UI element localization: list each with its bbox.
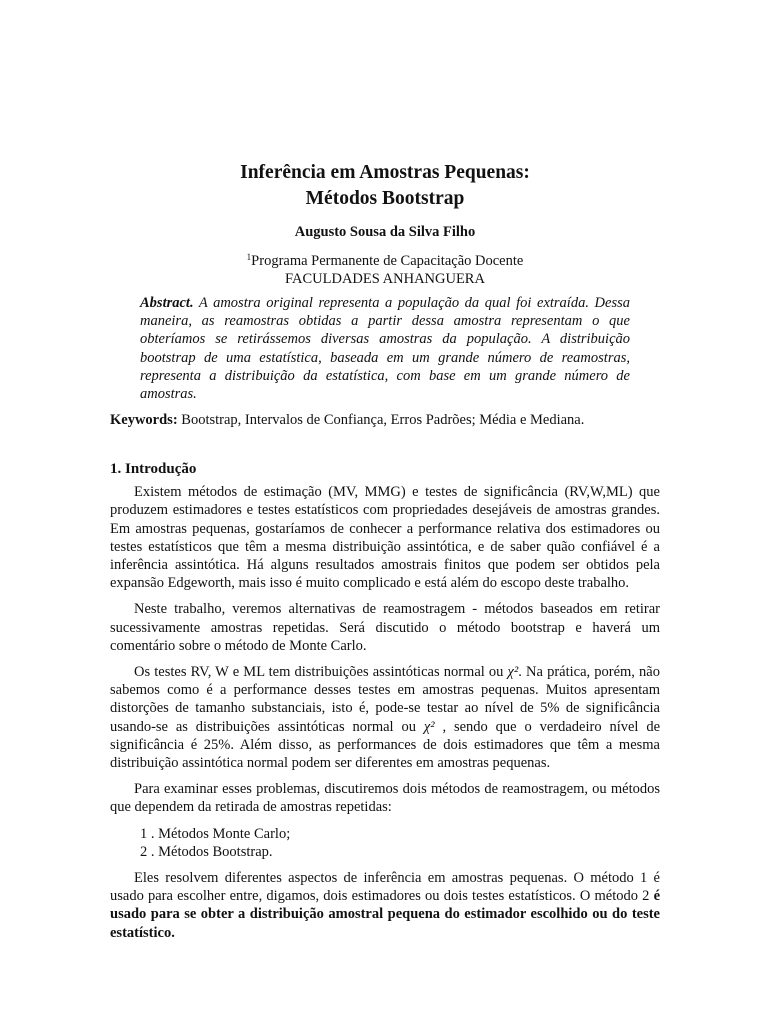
twenty-five-percent: 25%	[203, 736, 231, 753]
paragraph-3-part-b: . Na prática, porém, não sabemos como é a performance desses testes em amostras pequenas. Muitos apresentam distorções de tamanho substanciais, isto é, pode-se testar ao nível de	[110, 664, 660, 717]
chi-squared-symbol-2: χ²	[423, 718, 435, 735]
paragraph-3-part-c: de significância usando-se as distribuições assintóticas normal ou	[110, 700, 660, 735]
keywords	[110, 411, 660, 429]
paragraph-5-bold: é usado para se obter a distribuição amostral pequena do estimador escolhido ou do teste estatístico.	[110, 888, 660, 941]
author-name: Augusto Sousa da Silva Filho	[294, 224, 476, 240]
five-percent: 5%	[540, 700, 560, 717]
affiliation-marker: 1	[246, 252, 252, 262]
paragraph-2: Neste trabalho, veremos alternativas de reamostragem - métodos baseados em retirar sucessivamente amostras repetidas. Será discutido o método bootstrap e haverá um comentário sobre o método de Monte Carlo.	[110, 601, 660, 654]
paragraph-5	[110, 869, 660, 942]
title-line-2: Métodos Bootstrap	[305, 188, 465, 209]
title-line-1: Inferência em Amostras Pequenas:	[240, 162, 530, 183]
paragraph-3-part-d: , sendo que o verdadeiro nível de significância é	[110, 718, 661, 753]
paragraph-3-part-e: . Além disso, as performances de dois estimadores que têm a mesma distribuição assintótica normal podem ser diferentes em amostras pequenas.	[110, 736, 660, 772]
paper-title	[110, 160, 660, 212]
keywords-text: Bootstrap, Intervalos de Confiança, Erros Padrões; Média e Mediana.	[177, 412, 585, 429]
abstract-text: A amostra original representa a população da qual foi extraída. Dessa maneira, as reamostras obtidas a partir dessa amostra representam o que obteríamos se retirássemos diversas amostras da população. A distribuição bootstrap de uma estatística, baseada em um grande número de reamostras, representa a distribuição da estatística, com base em um grande número de amostras.	[140, 295, 630, 403]
affiliation	[110, 248, 660, 288]
paragraph-3	[110, 663, 660, 772]
affiliation-line-1: Programa Permanente de Capacitação Docente	[251, 253, 524, 269]
abstract	[140, 294, 630, 403]
paragraph-1: Existem métodos de estimação (MV, MMG) e testes de significância (RV,W,ML) que produzem estimadores e testes estatísticos com propriedades desejáveis de amostras grandes. Em amostras pequenas, gostaríamos de conhecer a performance relativa dos estimadores ou testes estatísticos que têm a mesma distribuição assintótica, e de saber quão confiável é a inferência assintótica. Há alguns resultados amostrais finitos que podem ser obtidos pela expansão Edgeworth, mais isso é muito complicado e está além do escopo deste trabalho.	[110, 484, 660, 592]
affiliation-line-2: FACULDADES ANHANGUERA	[285, 271, 485, 287]
list-item: 2 . Métodos Bootstrap.	[140, 843, 273, 860]
paragraph-3-part-a: Os testes RV, W e ML tem distribuições assintóticas normal ou	[134, 664, 508, 681]
chi-squared-symbol: χ²	[507, 664, 519, 681]
list-item: 1 . Métodos Monte Carlo;	[140, 825, 291, 842]
paragraph-5-part-a: Eles resolvem diferentes aspectos de inferência em amostras pequenas. O método 1 é usado para escolher entre, digamos, dois estimadores ou dois testes estatísticos. O método 2	[110, 870, 660, 905]
section-heading-introducao: 1. Introdução	[110, 461, 197, 478]
keywords-label: Keywords:	[110, 412, 178, 429]
paper-page	[110, 160, 660, 950]
methods-list	[140, 825, 660, 861]
abstract-label: Abstract.	[140, 295, 194, 311]
paragraph-4: Para examinar esses problemas, discutiremos dois métodos de reamostragem, ou métodos que dependem da retirada de amostras repetidas:	[110, 781, 660, 816]
